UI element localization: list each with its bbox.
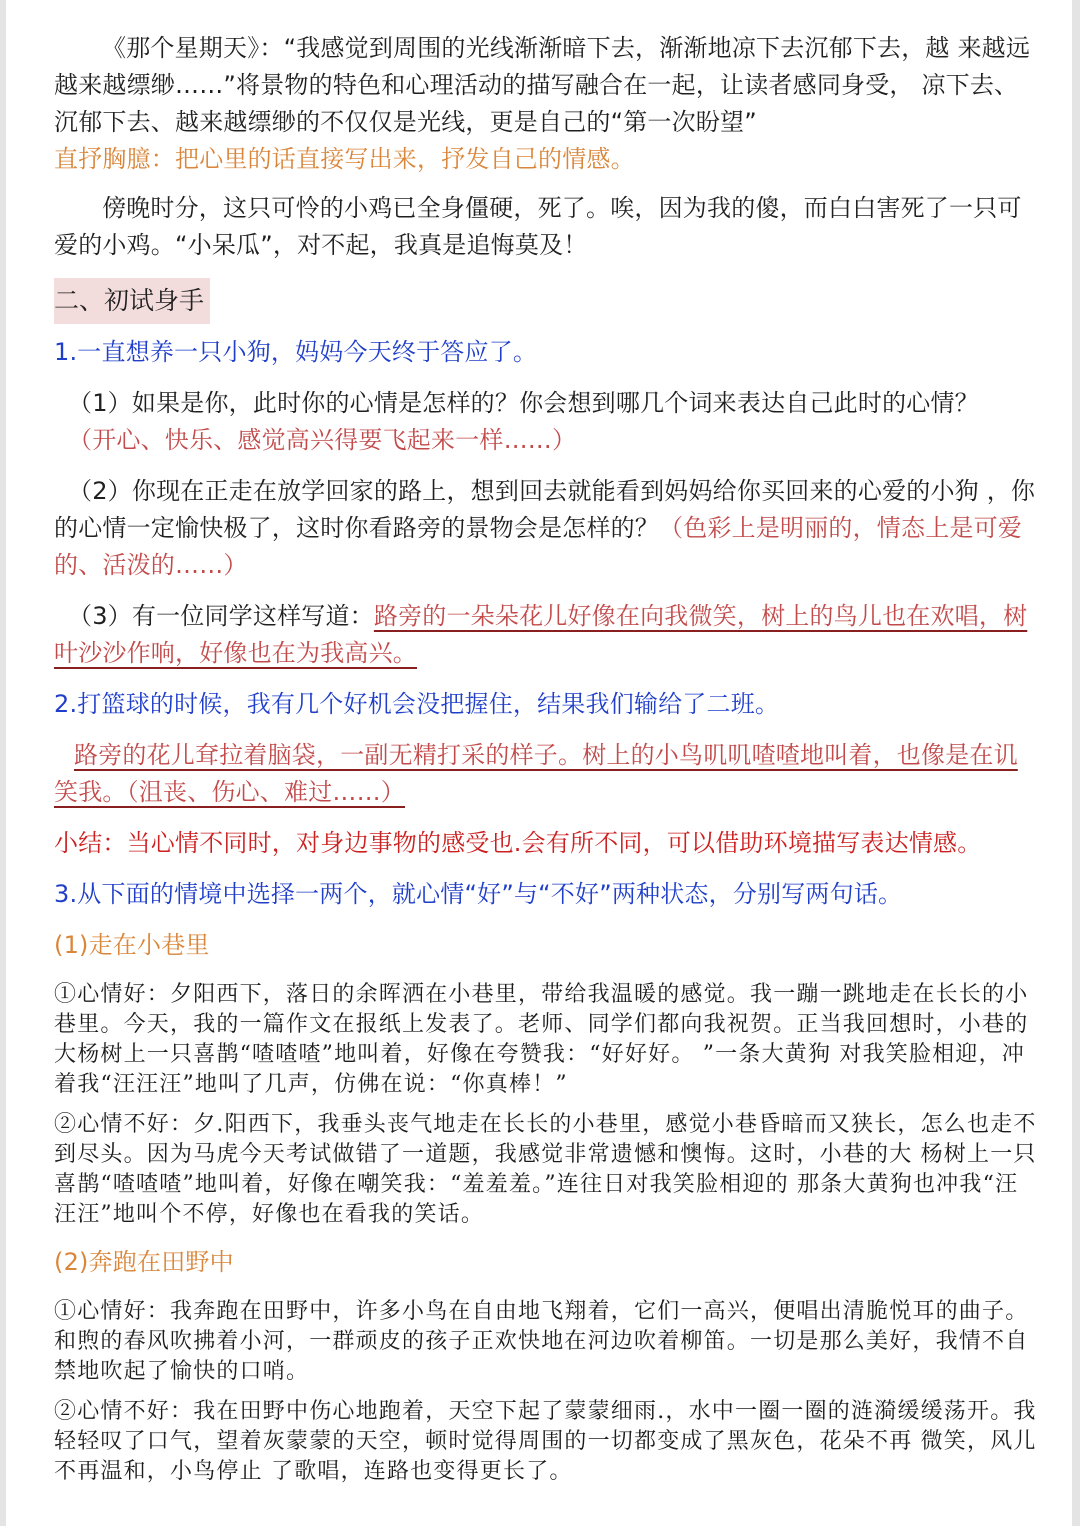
question-1-sub-1-answer: （开心、快乐、感觉高兴得要飞起来一样……） bbox=[68, 426, 577, 454]
question-2-answer-wrapper bbox=[54, 737, 1038, 811]
intro-paragraph-1: 《那个星期天》：“我感觉到周围的光线渐渐暗下去，渐渐地凉下去沉郁下去，越 来越远越来越缥缈……”将景物的特色和心理活动的描写融合在一起，让读者感同身受， 凉下去、沉郁下去、越来越缥缈的不仅仅是光线，更是自己的“第一次盼望” bbox=[54, 34, 1031, 136]
scene-2-bad-mood: ②心情不好：我在田野中伤心地跑着，天空下起了蒙蒙细雨.，水中一圈一圈的涟漪缓缓荡开。我轻轻叹了口气，望着灰蒙蒙的天空，顿时觉得周围的一切都变成了黑灰色，花朵不再 微笑，风儿不再温和，小鸟停止 了歌唱，连路也变得更长了。 bbox=[54, 1399, 1037, 1484]
scene-2-title: (2)奔跑在田野中 bbox=[54, 1248, 234, 1276]
question-1-sub-3 bbox=[54, 598, 1038, 672]
question-2-title: 2.打篮球的时候，我有几个好机会没把握住，结果我们输给了二班。 bbox=[54, 690, 780, 718]
summary-text: 小结：当心情不同时，对身边事物的感受也.会有所不同，可以借助环境描写表达情感。 bbox=[54, 829, 982, 857]
question-1-sub-1 bbox=[54, 385, 1038, 459]
scene-1-good-mood: ①心情好：夕阳西下，落日的余晖洒在小巷里，带给我温暖的感觉。我一蹦一跳地走在长长的小巷里。今天，我的一篇作文在报纸上发表了。老师、同学们都向我祝贺。正当我回想时，小巷的大杨树上一只喜鹊“喳喳喳”地叫着，好像在夸赞我：“好好好。 ”一条大黄狗 对我笑脸相迎，冲着我“汪汪汪”地叫了几声，仿佛在说：“你真棒！” bbox=[54, 982, 1029, 1097]
question-1-sub-2-answer: （色彩上是明丽的，情态上是可爱的、活泼的……） bbox=[54, 514, 1022, 579]
question-1-sub-2-text: （2）你现在正走在放学回家的路上，想到回去就能看到妈妈给你买回来的心爱的小狗 ，你的心情一定愉快极了，这时你看路旁的景物会是怎样的？ bbox=[54, 477, 1036, 542]
method-direct-expression: 直抒胸臆：把心里的话直接写出来，抒发自己的情感。 bbox=[54, 145, 635, 173]
question-1-sub-3-answer: 路旁的一朵朵花儿好像在向我微笑，树上的鸟儿也在欢唱，树叶沙沙作响，好像也在为我高兴。 bbox=[54, 602, 1028, 667]
question-1-sub-1-text: （1）如果是你，此时你的心情是怎样的？你会想到哪几个词来表达自己此时的心情？ bbox=[68, 389, 979, 417]
section-heading: 二、初试身手 bbox=[54, 278, 210, 324]
intro-paragraph-2: 傍晚时分，这只可怜的小鸡已全身僵硬，死了。唉，因为我的傻，而白白害死了一只可爱的小鸡。“小呆瓜”，对不起，我真是追悔莫及！ bbox=[54, 194, 1022, 259]
document-page bbox=[6, 0, 1072, 1526]
section-heading-wrapper bbox=[54, 278, 1038, 324]
question-1-sub-3-text: （3）有一位同学这样写道： bbox=[68, 602, 374, 630]
scene-2-good-mood: ①心情好：我奔跑在田野中，许多小鸟在自由地飞翔着，它们一高兴，便唱出清脆悦耳的曲子。和煦的春风吹拂着小河，一群顽皮的孩子正欢快地在河边吹着柳笛。一切是那么美好，我情不自禁地吹起了愉快的口哨。 bbox=[54, 1299, 1029, 1384]
scene-1-bad-mood: ②心情不好：夕.阳西下，我垂头丧气地走在长长的小巷里，感觉小巷昏暗而又狭长，怎么也走不到尽头。因为马虎今天考试做错了一道题，我感觉非常遗憾和懊悔。这时，小巷的大 杨树上一只喜鹊“喳喳喳”地叫着，好像在嘲笑我：“羞羞羞。”连往日对我笑脸相迎的 那条大黄狗也冲我“汪汪汪”地叫个不停，好像也在看我的笑话。 bbox=[54, 1112, 1037, 1227]
question-1-sub-2 bbox=[54, 473, 1038, 584]
question-1-title: 1.一直想养一只小狗，妈妈今天终于答应了。 bbox=[54, 338, 538, 366]
scene-1-title: (1)走在小巷里 bbox=[54, 931, 210, 959]
question-2-answer: 路旁的花儿耷拉着脑袋，一副无精打采的样子。树上的小鸟叽叽喳喳地叫着，也像是在讥笑我。（沮丧、伤心、难过……） bbox=[54, 741, 1018, 806]
question-3-title: 3.从下面的情境中选择一两个，就心情“好”与“不好”两种状态，分别写两句话。 bbox=[54, 880, 903, 908]
document-content bbox=[54, 30, 1038, 1487]
